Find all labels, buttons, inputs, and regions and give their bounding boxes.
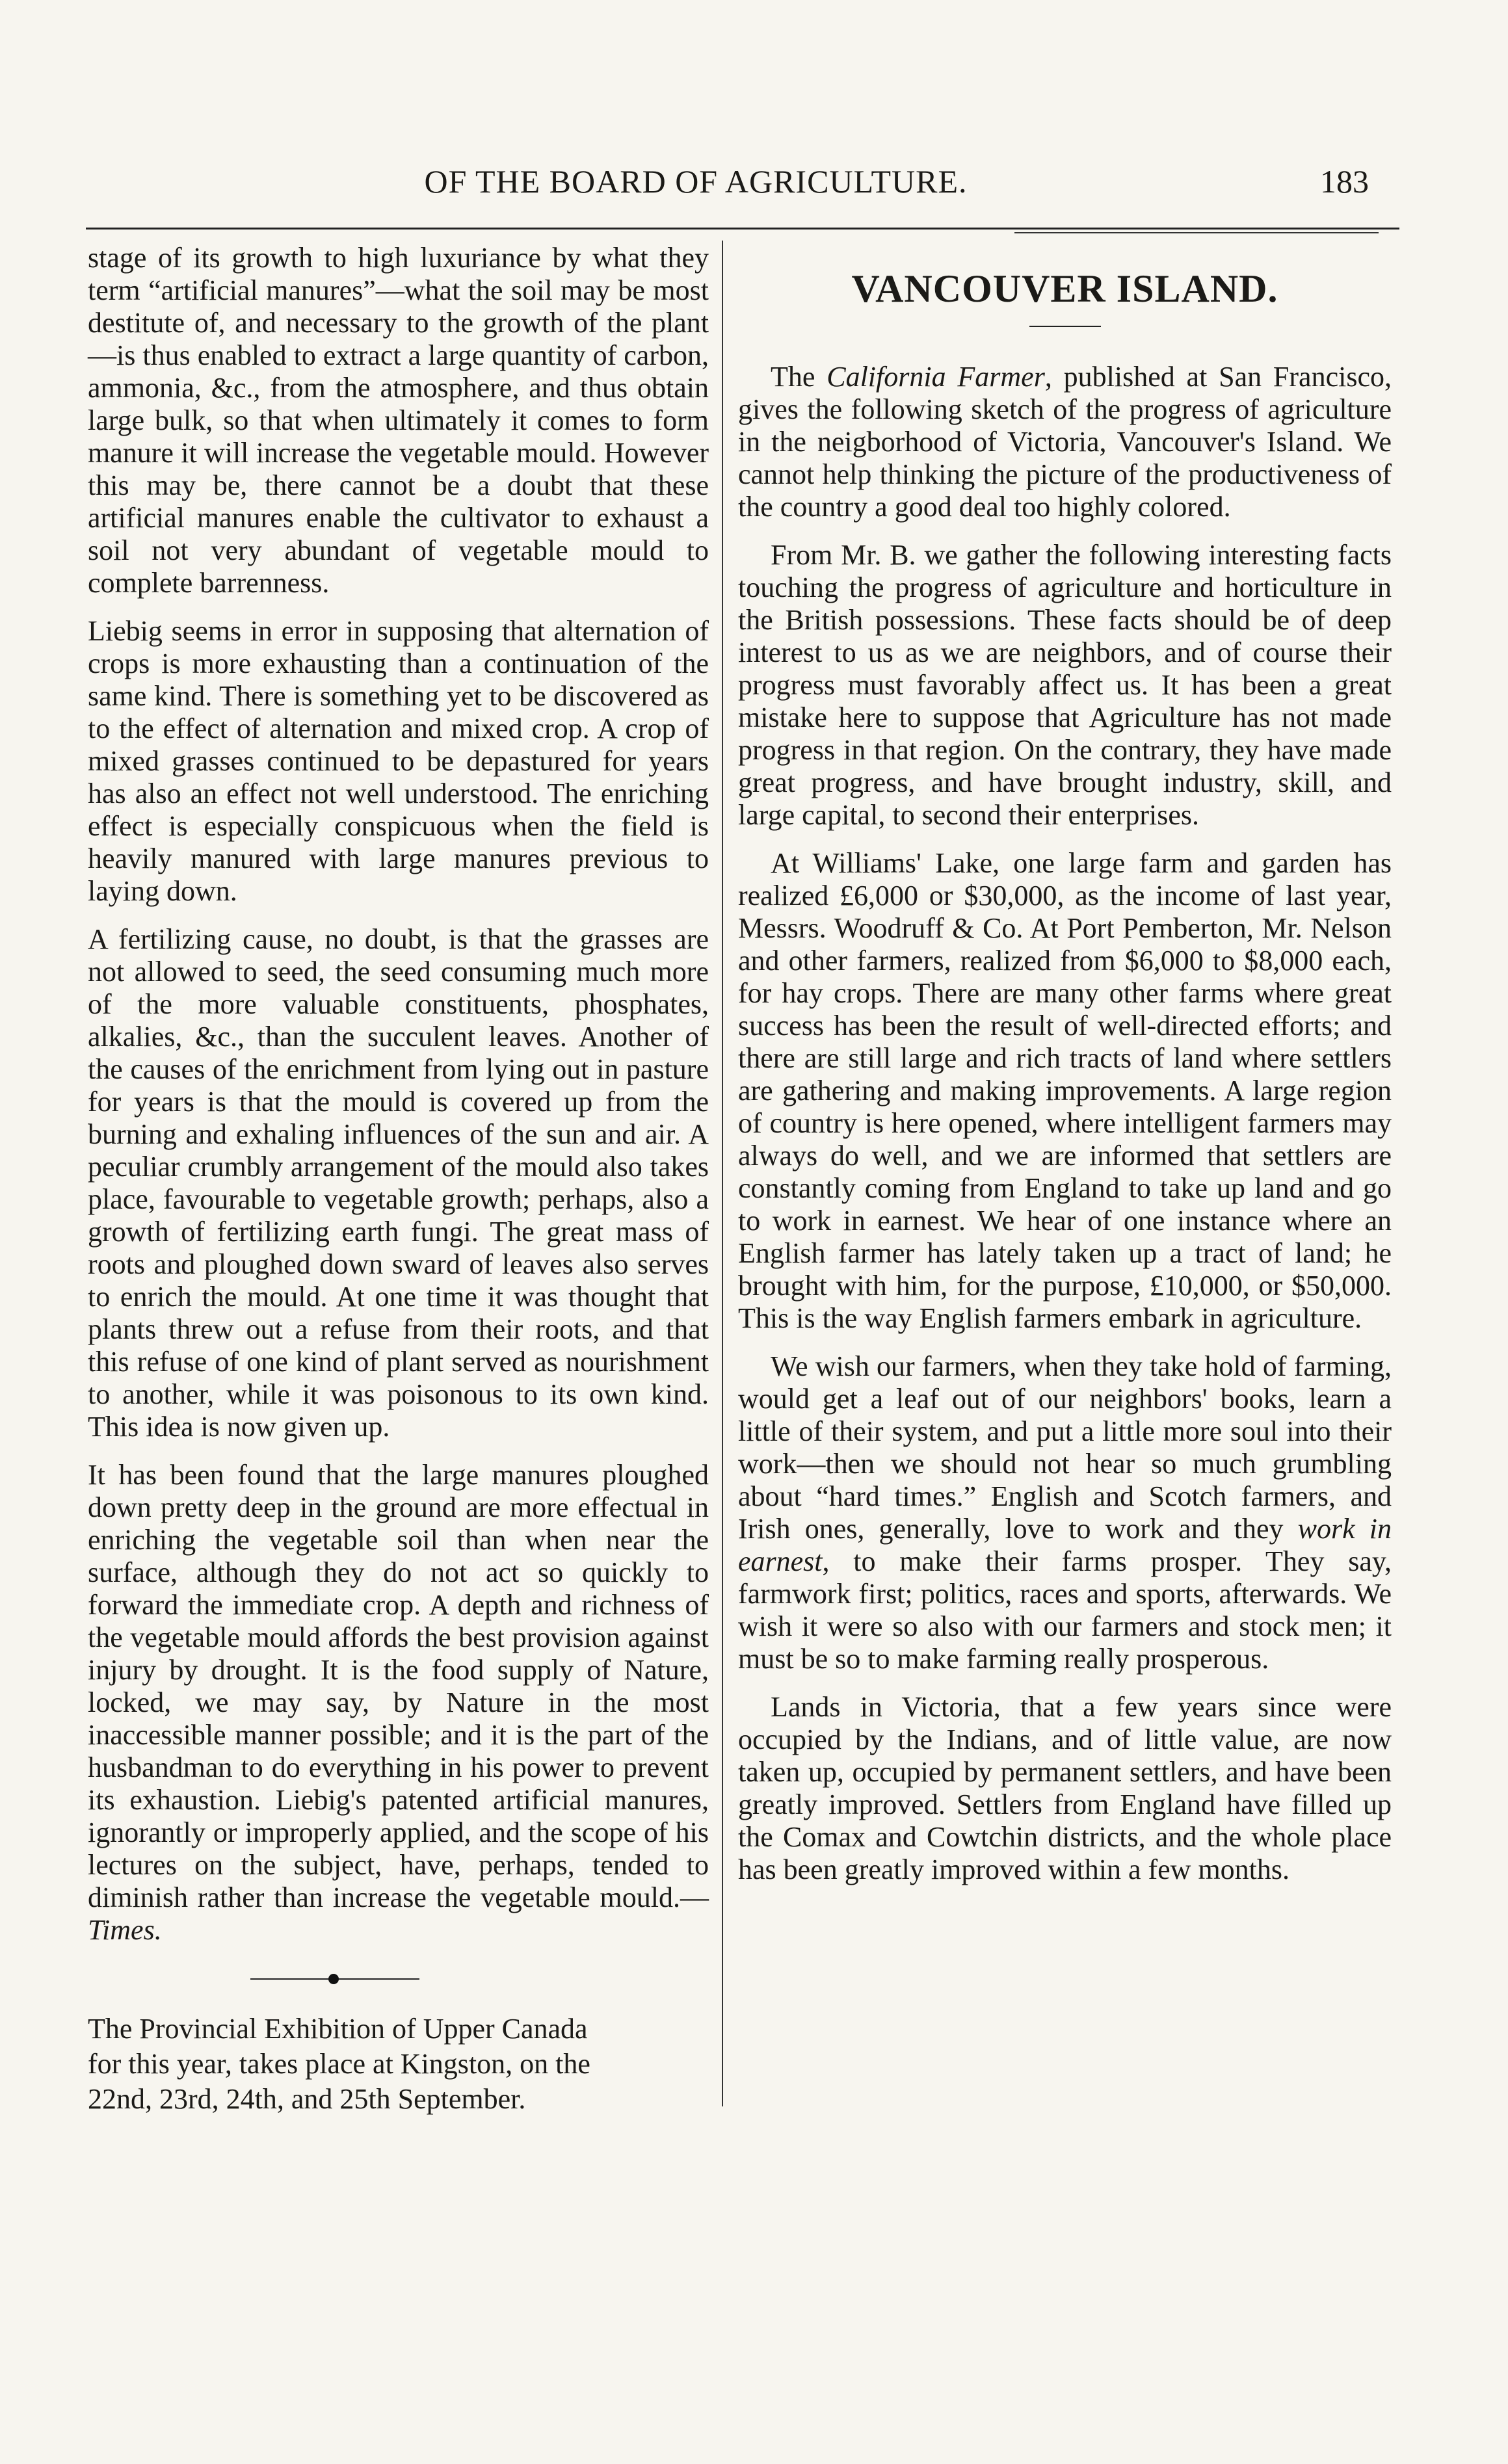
- page-number: 183: [1320, 163, 1369, 200]
- left-paragraph-4-text: It has been found that the large manures ploughed down pretty deep in the ground are more effectual in enriching the vegetable soil than when near the surface, although they do not act so quickly to forward the immediate crop. A depth and richness of the vegetable mould affords the best provision against injury by drought. It is the food supply of Nature, locked, we may say, by Nature in the most inaccessible manner possible; and it is the part of the husbandman to do everything in his power to prevent its exhaustion. Liebig's patented artificial manures, ignorantly or improperly applied, and the scope of his lectures on the subject, have, perhaps, tended to diminish rather than increase the vegetable mould.—: [88, 1459, 709, 1913]
- left-paragraph-2: Liebig seems in error in supposing that alternation of crops is more exhausting than a continuation of the same kind. There is something yet to be discovered as to the effect of alternation and mixed crop. A crop of mixed grasses continued to be depastured for years has also an effect not well understood. The enriching effect is especially conspicuous when the field is heavily manured with large manures previous to laying down.: [88, 615, 709, 907]
- running-title: OF THE BOARD OF AGRICULTURE.: [424, 163, 968, 200]
- left-paragraph-4: [88, 1459, 709, 1946]
- title-rule: [1029, 326, 1101, 327]
- source-credit: Times.: [88, 1914, 162, 1946]
- right-paragraph-1: From Mr. B. we gather the following interesting facts touching the progress of agriculture and horticulture in the British possessions. These facts should be of deep interest to us as we are neighbors, and of course their progress must favorably affect us. It has been a great mistake here to suppose that Agriculture has not made progress in that region. On the contrary, they have made great progress, and have brought industry, skill, and large capital, to second their enterprises.: [738, 539, 1392, 831]
- right-intro-paragraph: [738, 361, 1392, 523]
- left-paragraph-1: stage of its growth to high luxuriance by what they term “artificial manures”—what the soil may be most destitute of, and necessary to the growth of the plant—is thus enabled to extract a large quantity of carbon, ammonia, &c., from the atmosphere, and thus obtain large bulk, so that when ultimately it comes to form manure it will increase the vegetable mould. However this may be, there cannot be a doubt that these artificial manures enable the cultivator to exhaust a soil not very abundant of vegetable mould to complete barrenness.: [88, 242, 709, 599]
- notice-line-3: 22nd, 23rd, 24th, and 25th September.: [88, 2083, 526, 2115]
- farmers-after: , to make their farms prosper. They say, farmwork first; politics, races and sports, afterwards. We wish it were so also with our farmers and stock men; it must be so to make farming really prosperous.: [738, 1545, 1392, 1675]
- exhibition-notice: [88, 2012, 709, 2117]
- right-paragraph-4: Lands in Victoria, that a few years since were occupied by the Indians, and of little value, are now taken up, occupied by permanent settlers, and have been greatly improved. Settlers from England have filled up the Comax and Cowtchin districts, and the whole place has been greatly improved within a few months.: [738, 1691, 1392, 1885]
- section-title: VANCOUVER ISLAND.: [851, 267, 1278, 310]
- header-rule-secondary: [1014, 232, 1379, 233]
- right-paragraph-2: At Williams' Lake, one large farm and garden has realized £6,000 or $30,000, as the income of last year, Messrs. Woodruff & Co. At Port Pemberton, Mr. Nelson and other farmers, realized from $6,000 to $8,000 each, for hay crops. There are many other farms where great success has been the result of well-directed efforts; and there are still large and rich tracts of land where settlers are gathering and making improvements. A large region of country is here opened, where intelligent farmers may always do well, and we are informed that settlers are constantly coming from England to take up land and go to work in earnest. We hear of one instance where an English farmer has lately taken up a tract of land; he brought with him, for the purpose, £10,000, or $50,000. This is the way English farmers embark in agriculture.: [738, 847, 1392, 1334]
- ornament-divider: [250, 1973, 419, 1986]
- ornament-dot: [328, 1974, 339, 1984]
- notice-line-1: The Provincial Exhibition of Upper Canada: [88, 2013, 588, 2045]
- publication-name: California Farmer: [827, 361, 1045, 393]
- right-column: [738, 242, 1392, 1902]
- column-divider: [722, 241, 723, 2106]
- right-paragraph-3: [738, 1350, 1392, 1675]
- header-rule: [86, 228, 1399, 229]
- intro-after: , published at San Francisco, gives the following sketch of the progress of agriculture in the neigborhood of Victoria, Vancouver's Island. We cannot help thinking the picture of the productiveness of the country a good deal too highly colored.: [738, 361, 1392, 523]
- intro-before: The: [771, 361, 827, 393]
- farmers-emphasis: work in earnest: [738, 1513, 1392, 1577]
- left-column: [88, 242, 709, 2117]
- farmers-before: We wish our farmers, when they take hold of farming, would get a leaf out of our neighbors' books, learn a little of their system, and put a little more soul into their work—then we should not hear so much grumbling about “hard times.” English and Scotch farmers, and Irish ones, generally, love to work and they: [738, 1350, 1392, 1545]
- left-paragraph-3: A fertilizing cause, no doubt, is that the grasses are not allowed to seed, the seed consuming much more of the more valuable constituents, phosphates, alkalies, &c., than the succulent leaves. Another of the causes of the enrichment from lying out in pasture for years is that the mould is covered up from the burning and exhaling influences of the sun and air. A peculiar crumbly arrangement of the mould also takes place, favourable to vegetable growth; perhaps, also a growth of fertilizing earth fungi. The great mass of roots and ploughed down sward of leaves also serves to enrich the mould. At one time it was thought that plants threw out a refuse from their roots, and that this refuse of one kind of plant served as nourishment to another, while it was poisonous to its own kind. This idea is now given up.: [88, 923, 709, 1443]
- notice-line-2: for this year, takes place at Kingston, on the: [88, 2048, 590, 2080]
- running-head: [0, 156, 1508, 208]
